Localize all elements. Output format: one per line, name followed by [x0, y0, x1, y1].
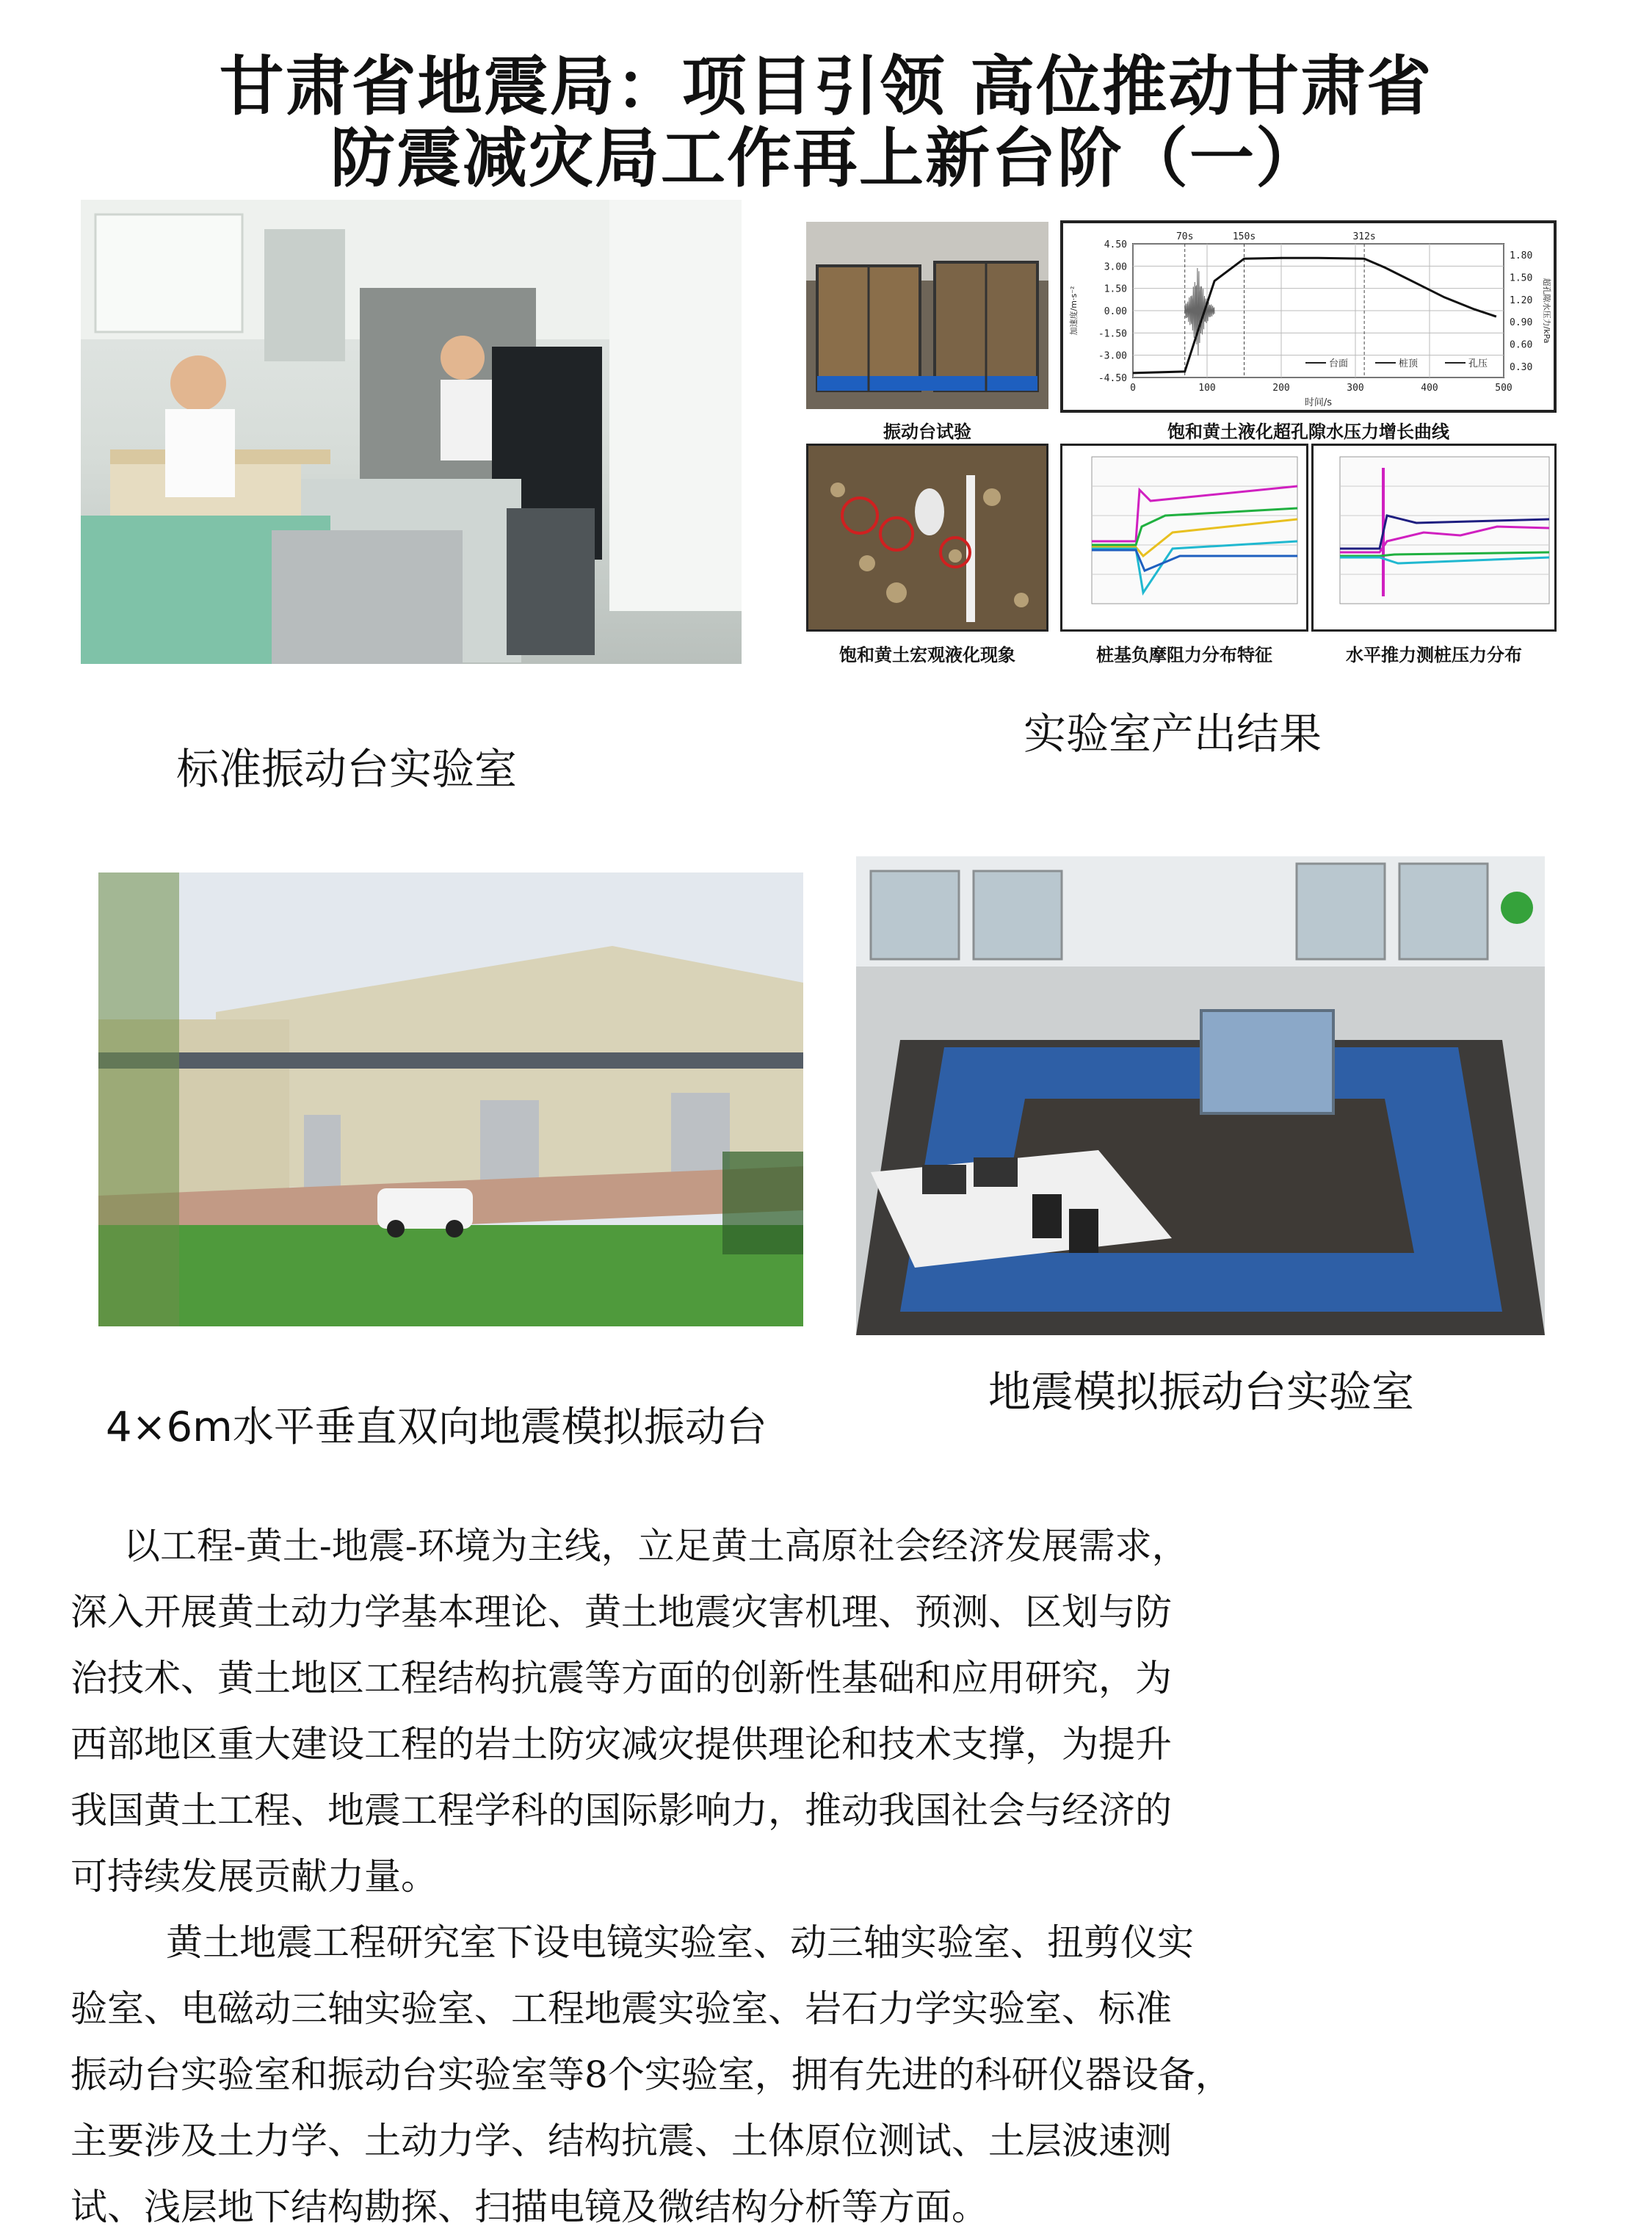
y-right-tick-label: 0.60	[1510, 339, 1533, 351]
chart-thrust-pile-pressure	[1311, 444, 1557, 632]
y-left-tick-label: -4.50	[1098, 373, 1127, 384]
label-pile-friction: 桩基负摩阻力分布特征	[1096, 644, 1272, 665]
body-p1-line-3: 治技术、黄土地区工程结构抗震等方面的创新性基础和应用研究，为	[70, 1657, 1172, 1699]
x-tick-label: 300	[1347, 383, 1364, 394]
body-p2-line-4: 主要涉及土力学、土动力学、结构抗震、土体原位测试、土层波速测	[70, 2120, 1172, 2162]
y-left-tick-label: 1.50	[1104, 283, 1127, 295]
label-shake-table-test: 振动台试验	[883, 421, 971, 442]
top-mark-label: 150s	[1232, 231, 1256, 242]
label-macro-liquefaction: 饱和黄土宏观液化现象	[839, 644, 1015, 665]
top-mark-label: 312s	[1352, 231, 1376, 242]
caption-seismic-simulation-lab: 地震模拟振动台实验室	[988, 1367, 1415, 1417]
body-p2-line-3: 振动台实验室和振动台实验室等8个实验室，拥有先进的科研仪器设备，	[70, 2053, 1232, 2096]
body-p2-line-2: 验室、电磁动三轴实验室、工程地震实验室、岩石力学实验室、标准	[70, 1987, 1172, 2030]
y-right-tick-label: 0.90	[1510, 317, 1533, 329]
y-left-axis-label: 加速度/m·s⁻²	[1069, 286, 1079, 336]
chart-pore-pressure-curve	[1060, 220, 1557, 413]
y-right-tick-label: 1.50	[1510, 272, 1533, 284]
y-left-tick-label: -3.00	[1098, 350, 1127, 362]
body-paragraph-2	[70, 1910, 1583, 2240]
legend-label: 桩顶	[1399, 358, 1419, 369]
x-tick-label: 400	[1421, 383, 1438, 394]
chart-pile-friction	[1060, 444, 1308, 632]
page-title-line-2: 防震减灾局工作再上新台阶（一）	[330, 120, 1322, 196]
y-right-tick-label: 1.20	[1510, 295, 1533, 306]
caption-standard-shake-table-lab: 标准振动台实验室	[176, 744, 518, 794]
body-p1-line-6: 可持续发展贡献力量。	[70, 1855, 438, 1898]
body-p1-line-4: 西部地区重大建设工程的岩土防灾减灾提供理论和技术支撑，为提升	[70, 1723, 1172, 1766]
top-mark-label: 70s	[1175, 231, 1194, 242]
photo-lab-building	[98, 872, 803, 1326]
body-paragraph-1	[70, 1513, 1583, 1910]
caption-bidirectional-shake-table: 4×6m水平垂直双向地震模拟振动台	[106, 1403, 767, 1451]
y-left-tick-label: 0.00	[1104, 306, 1127, 317]
legend-label: 台面	[1329, 358, 1349, 369]
x-tick-label: 0	[1130, 383, 1136, 394]
photo-standard-shake-table-lab	[81, 200, 742, 664]
y-right-tick-label: 1.80	[1510, 250, 1533, 262]
page-title-line-1: 甘肃省地震局：项目引领 高位推动甘肃省	[219, 48, 1433, 124]
x-tick-label: 200	[1272, 383, 1290, 394]
body-p1-line-1: 以工程-黄土-地震-环境为主线，立足黄土高原社会经济发展需求，	[123, 1525, 1189, 1567]
pore-pressure-svg	[1063, 223, 1554, 410]
caption-lab-results: 实验室产出结果	[1024, 709, 1322, 759]
y-right-tick-label: 0.30	[1510, 361, 1533, 373]
body-p1-line-5: 我国黄土工程、地震工程学科的国际影响力，推动我国社会与经济的	[70, 1789, 1172, 1832]
body-p2-line-1: 黄土地震工程研究室下设电镜实验室、动三轴实验室、扭剪仪实	[166, 1921, 1194, 1964]
label-thrust-pile-pressure: 水平推力测桩压力分布	[1346, 644, 1522, 665]
y-left-tick-label: -1.50	[1098, 328, 1127, 340]
label-pore-pressure-curve: 饱和黄土液化超孔隙水压力增长曲线	[1167, 421, 1449, 442]
legend-label: 孔压	[1468, 358, 1488, 369]
x-axis-label: 时间/s	[1304, 397, 1333, 408]
photo-seismic-simulation-lab	[856, 856, 1545, 1335]
body-p2-line-5: 试、浅层地下结构勘探、扫描电镜及微结构分析等方面。	[70, 2186, 988, 2228]
y-right-axis-label: 超孔隙水压力/kPa	[1542, 278, 1551, 344]
photo-shake-table-test	[806, 222, 1048, 409]
body-p1-line-2: 深入开展黄土动力学基本理论、黄土地震灾害机理、预测、区划与防	[70, 1591, 1172, 1633]
y-left-tick-label: 3.00	[1104, 261, 1127, 273]
photo-macro-liquefaction	[806, 444, 1048, 632]
y-left-tick-label: 4.50	[1104, 239, 1127, 250]
x-tick-label: 500	[1495, 383, 1512, 394]
x-tick-label: 100	[1198, 383, 1216, 394]
